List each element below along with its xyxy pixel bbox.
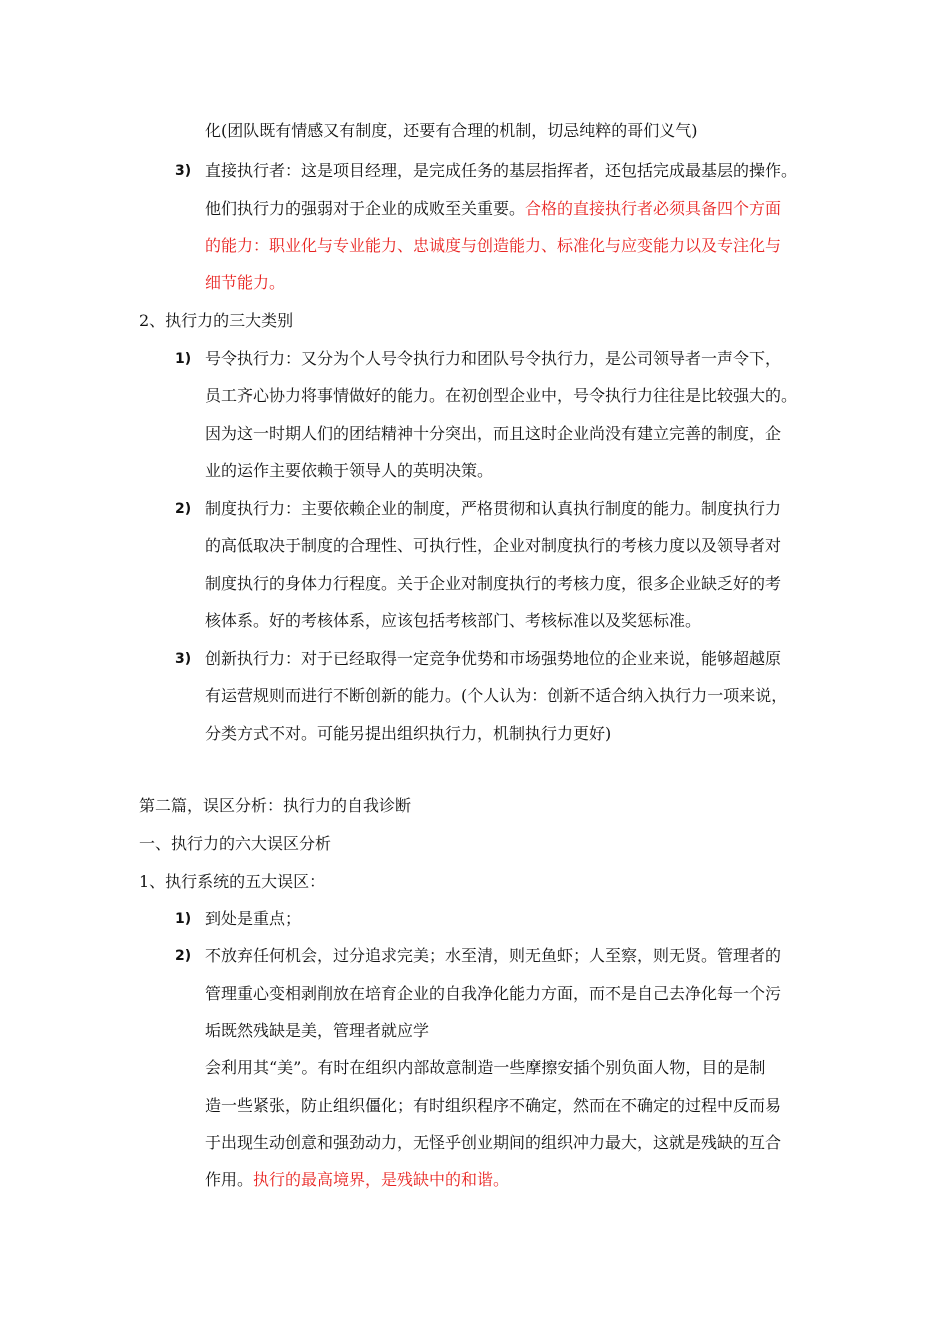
paragraph-line: 员工齐心协力将事情做好的能力。在初创型企业中，号令执行力往往是比较强大的。: [205, 386, 798, 405]
paragraph-line: 业的运作主要依赖于领导人的英明决策。: [205, 461, 494, 480]
paragraph-line: 于出现生动创意和强劲动力，无怪乎创业期间的组织冲力最大，这就是残缺的互合: [205, 1133, 782, 1152]
paragraph-line: 制度执行力：主要依赖企业的制度，严格贯彻和认真执行制度的能力。制度执行力: [205, 499, 782, 518]
paragraph-line: 不放弃任何机会，过分追求完美；水至清，则无鱼虾；人至察，则无贤。管理者的: [205, 946, 782, 965]
section-heading: 2、执行力的三大类别: [139, 311, 294, 330]
list-number: 2): [175, 948, 192, 964]
paragraph-line: 化(团队既有情感又有制度，还要有合理的机制，切忌纯粹的哥们义气): [205, 121, 698, 140]
section-heading: 1、执行系统的五大误区：: [139, 872, 326, 891]
paragraph-line: 到处是重点；: [205, 909, 302, 928]
highlight-text: 执行的最高境界，是残缺中的和谐。: [253, 1170, 510, 1189]
text-span: 他们执行力的强弱对于企业的成败至关重要。: [205, 199, 526, 218]
highlight-text: 合格的直接执行者必须具备四个方面: [525, 199, 782, 218]
highlight-text: 细节能力。: [205, 273, 286, 292]
part-title: 第二篇，误区分析：执行力的自我诊断: [139, 796, 412, 815]
paragraph-line: 的高低取决于制度的合理性、可执行性，企业对制度执行的考核力度以及领导者对: [205, 536, 782, 555]
paragraph-line: 分类方式不对。可能另提出组织执行力，机制执行力更好): [205, 724, 612, 743]
subsection-heading: 一、执行力的六大误区分析: [139, 834, 332, 853]
paragraph-line: 号令执行力：又分为个人号令执行力和团队号令执行力，是公司领导者一声令下，: [205, 349, 782, 368]
paragraph-line: 核体系。好的考核体系，应该包括考核部门、考核标准以及奖惩标准。: [205, 611, 702, 630]
paragraph-line: 制度执行的身体力行程度。关于企业对制度执行的考核力度，很多企业缺乏好的考: [205, 574, 782, 593]
paragraph-line: 因为这一时期人们的团结精神十分突出，而且这时企业尚没有建立完善的制度，企: [205, 424, 782, 443]
paragraph-line: 造一些紧张，防止组织僵化；有时组织程序不确定，然而在不确定的过程中反而易: [205, 1096, 782, 1115]
list-number: 3): [175, 163, 192, 179]
paragraph-line: 创新执行力：对于已经取得一定竞争优势和市场强势地位的企业来说，能够超越原: [205, 649, 782, 668]
paragraph-line: 会利用其“美”。有时在组织内部故意制造一些摩擦安插个别负面人物，目的是制: [205, 1058, 766, 1077]
paragraph-line: 直接执行者：这是项目经理，是完成任务的基层指挥者，还包括完成最基层的操作。: [205, 161, 798, 180]
list-number: 3): [175, 651, 192, 667]
list-number: 1): [175, 351, 192, 367]
paragraph-line: 有运营规则而进行不断创新的能力。(个人认为：创新不适合纳入执行力一项来说，: [205, 686, 788, 705]
paragraph-line: 垢既然残缺是美，管理者就应学: [205, 1021, 430, 1040]
text-span: 作用。: [205, 1170, 254, 1189]
list-number: 2): [175, 501, 192, 517]
paragraph-line: [205, 1170, 509, 1190]
highlight-text: 的能力：职业化与专业能力、忠诚度与创造能力、标准化与应变能力以及专注化与: [205, 236, 782, 255]
paragraph-line: 管理重心变相剥削放在培育企业的自我净化能力方面，而不是自己去净化每一个污: [205, 984, 782, 1003]
paragraph-line: [205, 199, 781, 219]
list-number: 1): [175, 911, 192, 927]
